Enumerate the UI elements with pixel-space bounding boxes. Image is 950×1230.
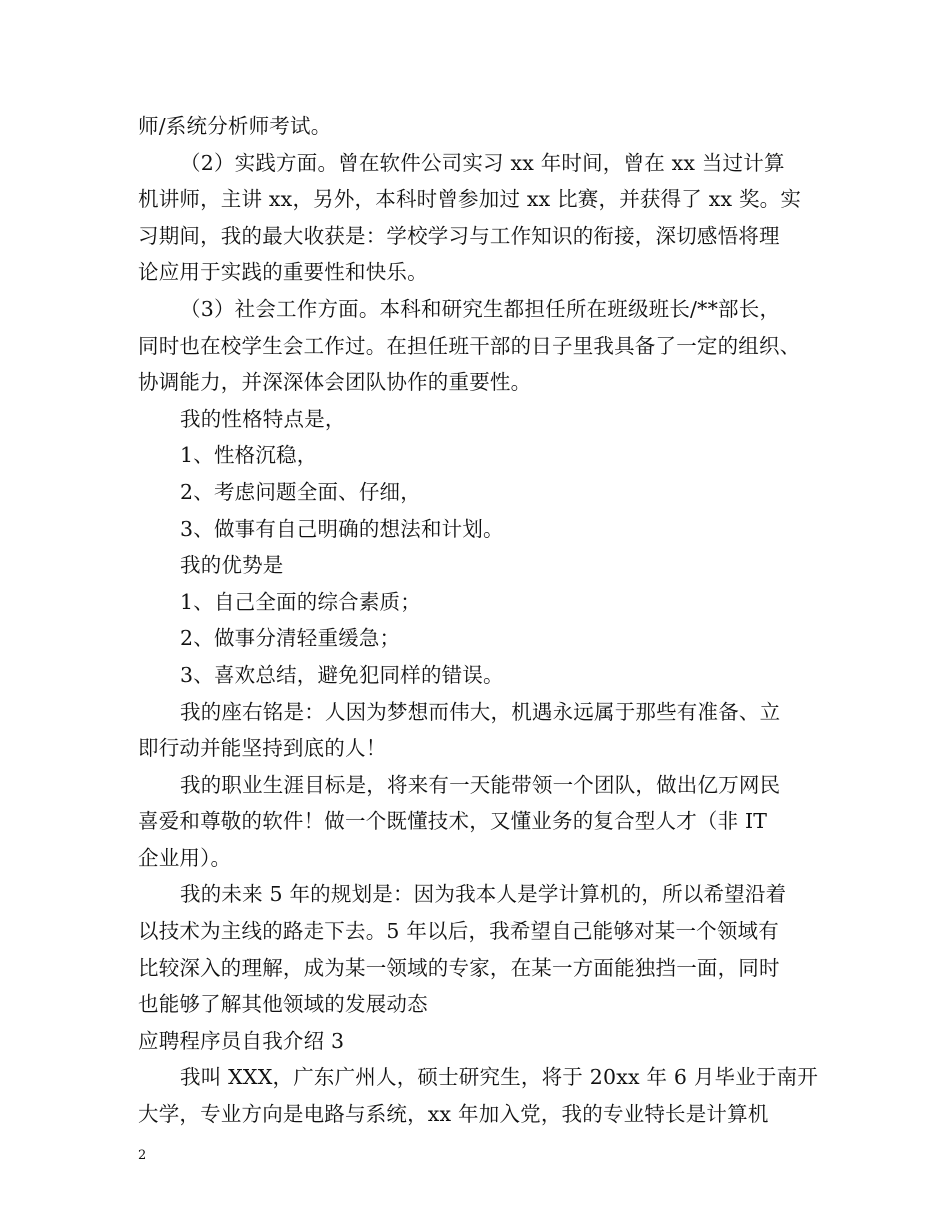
- text-line: 应聘程序员自我介绍 3: [138, 1028, 345, 1053]
- page-number: 2: [138, 1148, 147, 1163]
- text-line: 2、做事分清轻重缓急；: [180, 626, 401, 651]
- text-line: 1、自己全面的综合素质；: [180, 589, 421, 614]
- text-line: 以技术为主线的路走下去。5 年以后，我希望自己能够对某一个领域有: [138, 919, 779, 944]
- text-line: 1、性格沉稳，: [180, 443, 318, 468]
- text-line: 我的职业生涯目标是，将来有一天能带领一个团队，做出亿万网民: [180, 772, 781, 797]
- text-line: 机讲师，主讲 xx，另外，本科时曾参加过 xx 比赛，并获得了 xx 奖。实: [138, 187, 802, 212]
- text-line: 协调能力，并深深体会团队协作的重要性。: [138, 370, 532, 395]
- text-line: 大学，专业方向是电路与系统，xx 年加入党，我的专业特长是计算机: [138, 1102, 769, 1127]
- text-line: 喜爱和尊敬的软件！做一个既懂技术，又懂业务的复合型人才（非 IT: [138, 809, 768, 834]
- text-line: 习期间，我的最大收获是：学校学习与工作知识的衔接，深切感悟将理: [138, 223, 780, 248]
- text-line: （2）实践方面。曾在软件公司实习 xx 年时间，曾在 xx 当过计算: [180, 150, 785, 175]
- document-page: [138, 108, 838, 1133]
- text-line: 我的未来 5 年的规划是：因为我本人是学计算机的，所以希望沿着: [180, 882, 787, 907]
- text-line: 我的性格特点是，: [180, 406, 346, 431]
- text-line: 即行动并能坚持到底的人！: [138, 736, 387, 761]
- text-line: 论应用于实践的重要性和快乐。: [138, 260, 428, 285]
- text-line: 我的座右铭是：人因为梦想而伟大，机遇永远属于那些有准备、立: [180, 699, 781, 724]
- text-line: 3、做事有自己明确的想法和计划。: [180, 516, 504, 541]
- text-line: 2、考虑问题全面、仔细，: [180, 479, 421, 504]
- text-line: 师/系统分析师考试。: [138, 114, 332, 138]
- text-line: 3、喜欢总结，避免犯同样的错误。: [180, 662, 504, 687]
- text-line: 企业用）。: [138, 845, 232, 870]
- text-line: 同时也在校学生会工作过。在担任班干部的日子里我具备了一定的组织、: [138, 333, 801, 358]
- text-line: 我叫 XXX，广东广州人，硕士研究生，将于 20xx 年 6 月毕业于南开: [180, 1065, 819, 1090]
- text-line: （3）社会工作方面。本科和研究生都担任所在班级班长/**部长，: [180, 296, 781, 321]
- text-line: 我的优势是: [180, 553, 284, 578]
- text-line: 比较深入的理解，成为某一领域的专家，在某一方面能独挡一面，同时: [138, 955, 780, 980]
- text-line: 也能够了解其他领域的发展动态: [138, 992, 428, 1017]
